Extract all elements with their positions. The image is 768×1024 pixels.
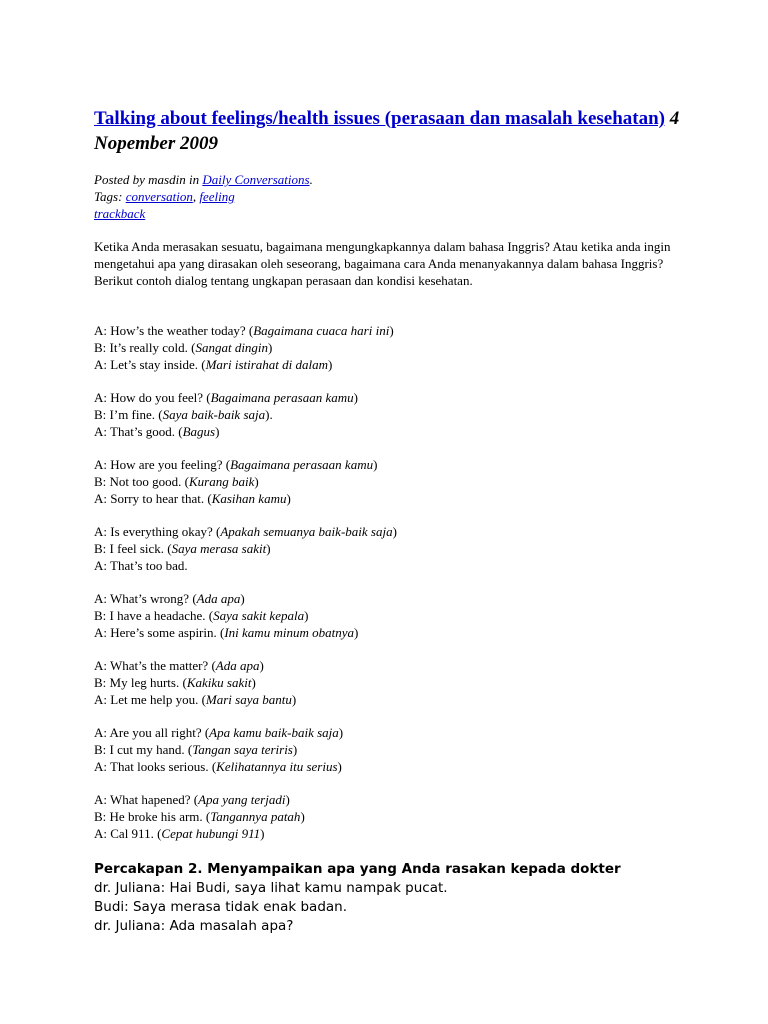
dialog-close-paren: ) — [286, 491, 291, 506]
dialog-block — [94, 724, 397, 775]
dialog-close-paren: ) — [353, 625, 359, 640]
dialog-block — [94, 389, 397, 440]
dialog-line — [94, 356, 397, 373]
dialog-translation: Saya baik-baik saja — [162, 407, 266, 422]
dialog-translation: Saya merasa sakit — [171, 541, 267, 556]
dialog-block — [94, 791, 397, 842]
dialog-line — [94, 490, 397, 507]
dialog-speech: B: Not too good. ( — [94, 474, 189, 489]
dialog-speech: A: That looks serious. ( — [94, 759, 217, 774]
dialog-translation: Sangat dingin — [195, 340, 269, 355]
dialog-line — [94, 825, 397, 842]
dialog-translation: Bagaimana perasaan kamu — [210, 390, 354, 405]
dialog-speech: A: How do you feel? ( — [94, 390, 211, 405]
dialog-speech: A: Is everything okay? ( — [94, 524, 221, 539]
conversation-2-line: dr. Juliana: Hai Budi, saya lihat kamu nampak pucat. — [94, 880, 448, 896]
dialog-line — [94, 791, 397, 808]
dialog-speech: A: That’s too bad. — [94, 558, 188, 573]
dialog-close-paren: ) — [337, 759, 342, 774]
dialog-close-paren: ) — [353, 390, 358, 405]
dialog-block — [94, 456, 397, 507]
dialog-close-paren: ) — [328, 357, 333, 372]
dialog-speech: B: I feel sick. ( — [94, 541, 172, 556]
posted-by-line — [94, 171, 313, 188]
dialog-translation: Apakah semuanya baik-baik saja — [220, 524, 393, 539]
dialog-line — [94, 657, 397, 674]
dialog-translation: Tangan saya teriris — [192, 742, 293, 757]
dialog-close-paren: ) — [254, 474, 259, 489]
dialog-close-paren: ) — [240, 591, 245, 606]
dialog-line — [94, 523, 397, 540]
dialog-close-paren: ) — [268, 340, 273, 355]
dialog-speech: A: What hapened? ( — [94, 792, 199, 807]
dialog-line — [94, 590, 397, 607]
dialog-close-paren: ) — [215, 424, 220, 439]
article-title — [94, 106, 694, 156]
dialog-speech: B: He broke his arm. ( — [94, 809, 211, 824]
dialog-line — [94, 607, 397, 624]
dialog-block — [94, 590, 397, 641]
dialog-speech: A: Let’s stay inside. ( — [94, 357, 206, 372]
tags-line — [94, 188, 313, 205]
dialog-line — [94, 758, 397, 775]
trackback-link[interactable]: trackback — [94, 206, 146, 221]
dialog-speech: A: What’s wrong? ( — [94, 591, 197, 606]
post-meta — [94, 171, 313, 222]
dialog-block — [94, 322, 397, 373]
conversation-2 — [94, 860, 621, 936]
dialog-close-paren: ) — [373, 457, 378, 472]
dialog-line — [94, 691, 397, 708]
dialog-line — [94, 724, 397, 741]
dialog-close-paren: ) — [251, 675, 256, 690]
conversation-2-heading: Percakapan 2. Menyampaikan apa yang Anda rasakan kepada dokter — [94, 861, 621, 877]
dialog-translation: Kasihan kamu — [211, 491, 287, 506]
dialog-close-paren: ) — [291, 692, 297, 707]
dialog-block — [94, 523, 397, 574]
dialog-close-paren: ) — [300, 809, 305, 824]
dialog-line — [94, 389, 397, 406]
conversation-2-line: dr. Juliana: Ada masalah apa? — [94, 918, 294, 934]
tag-link-feeling[interactable]: feeling — [199, 189, 235, 204]
dialog-speech: A: Cal 911. ( — [94, 826, 162, 841]
tags-label: Tags: — [94, 189, 126, 204]
dialog-translation: Saya sakit kepala — [213, 608, 305, 623]
category-suffix: . — [309, 172, 313, 187]
dialog-translation: Kurang baik — [188, 474, 255, 489]
dialog-line — [94, 473, 397, 490]
dialog-line — [94, 557, 397, 574]
dialog-close-paren: ). — [265, 407, 273, 422]
intro-paragraph: Ketika Anda merasakan sesuatu, bagaimana mengungkapkannya dalam bahasa Inggris? Atau ketika anda ingin mengetahui apa yang dirasakan oleh seseorang, bagaimana cara Anda menanyakannya dalam bahasa Inggris? Berikut contoh dialog tentang ungkapan perasaan dan kondisi kesehatan. — [94, 239, 671, 288]
dialog-close-paren: ) — [304, 608, 309, 623]
dialog-close-paren: ) — [392, 524, 397, 539]
tag-separator: , — [192, 189, 200, 204]
trackback-line — [94, 205, 313, 222]
dialog-speech: B: I cut my hand. ( — [94, 742, 193, 757]
dialog-line — [94, 456, 397, 473]
dialog-translation: Kakiku sakit — [186, 675, 252, 690]
dialog-close-paren: ) — [389, 323, 394, 338]
dialog-speech: A: What’s the matter? ( — [94, 658, 216, 673]
dialog-line — [94, 808, 397, 825]
dialog-translation: Apa kamu baik-baik saja — [209, 725, 339, 740]
dialog-block — [94, 657, 397, 708]
dialog-close-paren: ) — [260, 826, 265, 841]
dialog-translation: Cepat hubungi 911 — [161, 826, 261, 841]
dialog-translation: Mari istirahat di dalam — [205, 357, 329, 372]
dialog-speech: A: Let me help you. ( — [94, 692, 206, 707]
dialog-speech: A: Here’s some aspirin. ( — [94, 625, 225, 640]
dialog-speech: A: That’s good. ( — [94, 424, 183, 439]
dialog-close-paren: ) — [292, 742, 298, 757]
dialog-line — [94, 322, 397, 339]
dialog-line — [94, 624, 397, 641]
dialog-speech: B: I have a headache. ( — [94, 608, 214, 623]
dialog-speech: A: How are you feeling? ( — [94, 457, 231, 472]
dialog-line — [94, 423, 397, 440]
dialog-translation: Bagaimana perasaan kamu — [230, 457, 374, 472]
dialog-translation: Apa yang terjadi — [198, 792, 286, 807]
dialog-translation: Mari saya bantu — [205, 692, 292, 707]
dialog-speech: A: Sorry to hear that. ( — [94, 491, 212, 506]
dialog-translation: Kelihatannya itu serius — [216, 759, 338, 774]
dialog-translation: Ada apa — [196, 591, 241, 606]
dialog-translation: Bagus — [182, 424, 216, 439]
dialog-line — [94, 406, 397, 423]
dialog-translation: Tangannya patah — [210, 809, 301, 824]
dialog-close-paren: ) — [285, 792, 290, 807]
dialog-translation: Ini kamu minum obatnya — [224, 625, 354, 640]
dialog-close-paren: ) — [338, 725, 344, 740]
dialog-line — [94, 674, 397, 691]
article-title-link[interactable]: Talking about feelings/health issues (perasaan dan masalah kesehatan) — [94, 108, 665, 129]
dialog-speech: A: Are you all right? ( — [94, 725, 210, 740]
posted-by-text: Posted by masdin in — [94, 172, 203, 187]
article-date: 4 Nopember 2009 — [94, 108, 680, 154]
dialog-list — [94, 322, 397, 858]
dialog-line — [94, 339, 397, 356]
dialog-translation: Ada apa — [215, 658, 260, 673]
dialog-translation: Bagaimana cuaca hari ini — [253, 323, 390, 338]
dialog-speech: B: My leg hurts. ( — [94, 675, 187, 690]
dialog-close-paren: ) — [266, 541, 271, 556]
tag-link-conversation[interactable]: conversation — [125, 189, 193, 204]
dialog-speech: B: I’m fine. ( — [94, 407, 163, 422]
dialog-close-paren: ) — [259, 658, 264, 673]
dialog-line — [94, 741, 397, 758]
conversation-2-line: Budi: Saya merasa tidak enak badan. — [94, 899, 348, 915]
dialog-speech: A: How’s the weather today? ( — [94, 323, 254, 338]
dialog-line — [94, 540, 397, 557]
category-link[interactable]: Daily Conversations — [202, 172, 310, 187]
dialog-speech: B: It’s really cold. ( — [94, 340, 196, 355]
